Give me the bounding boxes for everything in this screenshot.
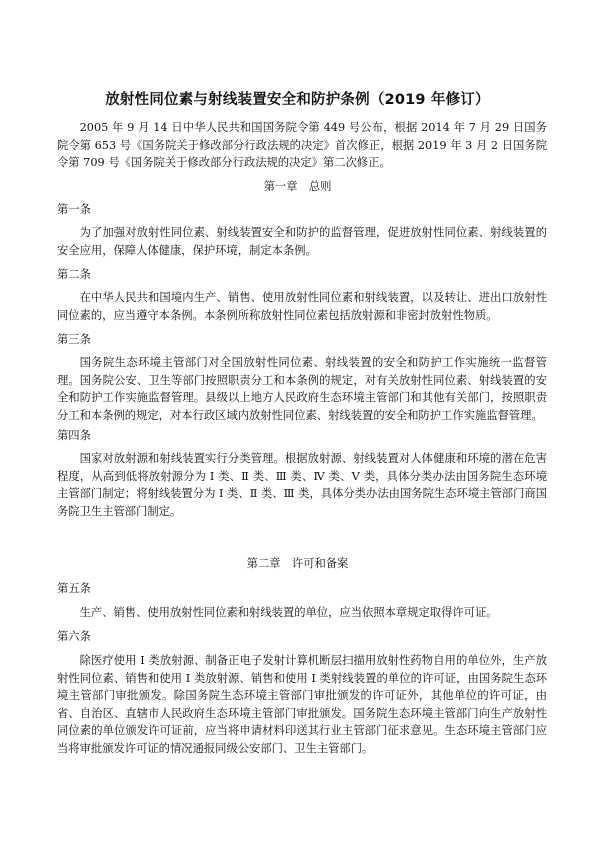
article-text-3: 国务院生态环境主管部门对全国放射性同位素、射线装置的安全和防护工作实施统一监督管理。国务院公安、卫生等部门按照职责分工和本条例的规定，对有关放射性同位素、射线装置的安全和防护工作实施监督管理。县级以上地方人民政府生态环境主管部门和其他有关部门，按照职责分工和本条例的规定，对本行政区域内放射性同位素、射线装置的安全和防护工作实施监督管理。 xyxy=(57,356,547,422)
article-text-4: 国家对放射源和射线装置实行分类管理。根据放射源、射线装置对人体健康和环境的潜在危害程度，从高到低将放射源分为 Ⅰ 类、Ⅱ 类、Ⅲ 类、Ⅳ 类、Ⅴ 类，具体分类办法由国务院生态环境主管部门制定；将射线装置分为 Ⅰ 类、Ⅱ 类、Ⅲ 类，具体分类办法由国务院生态环境主管部门商国务院卫生主管部门制定。 xyxy=(57,452,547,518)
chapter-heading-1: 第一章 总则 xyxy=(263,180,332,193)
article-heading-5: 第五条 xyxy=(57,582,91,595)
article-heading-6: 第六条 xyxy=(57,630,91,643)
article-heading-1: 第一条 xyxy=(57,203,91,216)
article-heading-3: 第三条 xyxy=(57,333,91,346)
document-title: 放射性同位素与射线装置安全和防护条例（2019 年修订） xyxy=(105,92,490,108)
preamble-paragraph: 2005 年 9 月 14 日中华人民共和国国务院令第 449 号公布，根据 2014 年 7 月 29 日国务院令第 653 号《国务院关于修改部分行政法规的决定》首次修正，根据 2019 年 3 月 2 日国务院令第 709 号《国务院关于修改部分行政法规的决定》第二次修正。 xyxy=(57,121,547,170)
article-text-1: 为了加强对放射性同位素、射线装置安全和防护的监督管理，促进放射性同位素、射线装置的安全应用，保障人体健康，保护环境，制定本条例。 xyxy=(57,226,547,257)
article-heading-4: 第四条 xyxy=(57,429,91,442)
article-text-5: 生产、销售、使用放射性同位素和射线装置的单位，应当依照本章规定取得许可证。 xyxy=(79,606,498,619)
chapter-heading-2: 第二章 许可和备案 xyxy=(246,557,349,570)
article-heading-2: 第二条 xyxy=(57,268,91,281)
article-text-6: 除医疗使用 Ⅰ 类放射源、制备正电子发射计算机断层扫描用放射性药物自用的单位外，生产放射性同位素、销售和使用 Ⅰ 类放射源、销售和使用 Ⅰ 类射线装置的单位的许可证，由国务院生态环境主管部门审批颁发。除国务院生态环境主管部门审批颁发的许可证外，其他单位的许可证，由省、自治区、直辖市人民政府生态环境主管部门审批颁发。国务院生态环境主管部门向生产放射性同位素的单位颁发许可证前，应当将申请材料印送其行业主管部门征求意见。生态环境主管部门应当将审批颁发许可证的情况通报同级公安部门、卫生主管部门。 xyxy=(57,654,547,755)
article-text-2: 在中华人民共和国境内生产、销售、使用放射性同位素和射线装置，以及转让、进出口放射性同位素的，应当遵守本条例。本条例所称放射性同位素包括放射源和非密封放射性物质。 xyxy=(57,291,547,322)
